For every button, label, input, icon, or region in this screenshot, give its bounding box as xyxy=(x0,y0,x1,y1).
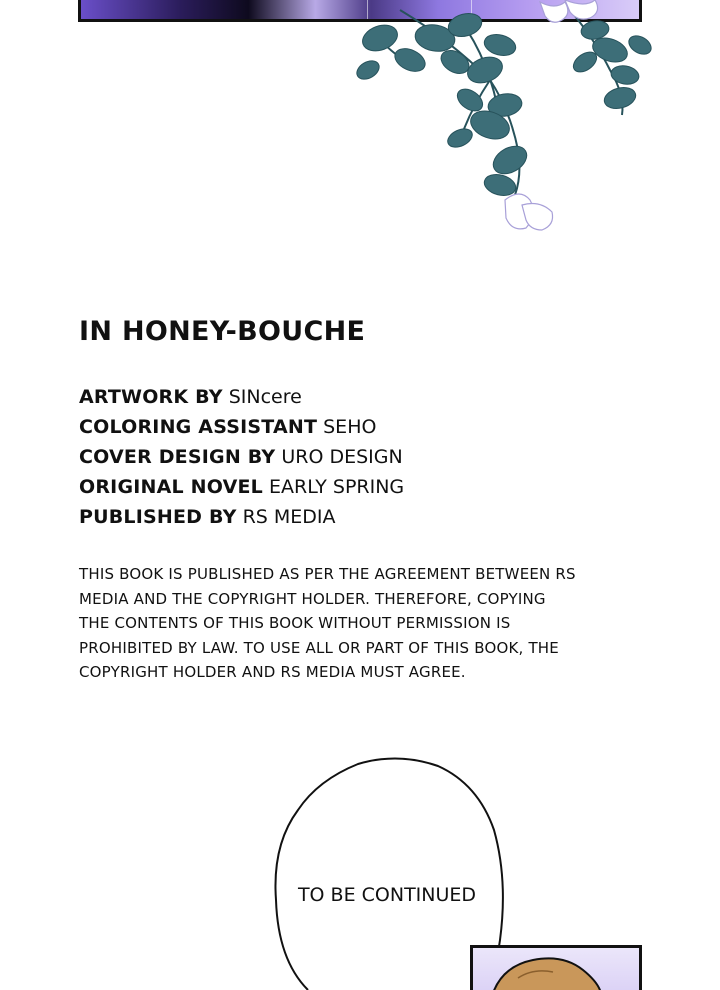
credit-name: SEHO xyxy=(323,416,377,438)
credit-role: ARTWORK BY xyxy=(79,386,223,408)
credit-cover-design xyxy=(79,442,404,472)
notice-line: COPYRIGHT HOLDER AND RS MEDIA MUST AGREE. xyxy=(79,663,466,681)
credit-role: PUBLISHED BY xyxy=(79,506,237,528)
credit-artwork xyxy=(79,382,404,412)
credit-name: URO DESIGN xyxy=(281,446,403,468)
credit-name: SINcere xyxy=(228,386,302,408)
notice-line: THIS BOOK IS PUBLISHED AS PER THE AGREEMENT BETWEEN RS xyxy=(79,565,576,583)
credit-role: COVER DESIGN BY xyxy=(79,446,276,468)
foliage-leaves xyxy=(354,10,655,199)
notice-line: MEDIA AND THE COPYRIGHT HOLDER. THEREFORE, COPYING xyxy=(79,589,546,608)
credit-list xyxy=(79,382,404,532)
credit-role: ORIGINAL NOVEL xyxy=(79,476,263,498)
character-hair xyxy=(473,948,642,990)
credit-name: RS MEDIA xyxy=(242,506,336,528)
credit-coloring xyxy=(79,412,404,442)
series-title: IN HONEY-BOUCHE xyxy=(79,316,366,347)
credits-block xyxy=(79,312,404,532)
bottom-comic-panel xyxy=(470,945,642,990)
credit-original-novel xyxy=(79,472,404,502)
notice-line: THE CONTENTS OF THIS BOOK WITHOUT PERMISSION IS xyxy=(79,614,511,632)
to-be-continued-text: TO BE CONTINUED xyxy=(297,884,477,906)
foliage-illustration xyxy=(340,0,660,240)
credit-role: COLORING ASSISTANT xyxy=(79,416,318,438)
credit-publisher xyxy=(79,502,404,532)
credit-name: EARLY SPRING xyxy=(268,476,405,498)
notice-line: PROHIBITED BY LAW. TO USE ALL OR PART OF THIS BOOK, THE xyxy=(79,638,559,657)
copyright-notice xyxy=(79,562,619,685)
